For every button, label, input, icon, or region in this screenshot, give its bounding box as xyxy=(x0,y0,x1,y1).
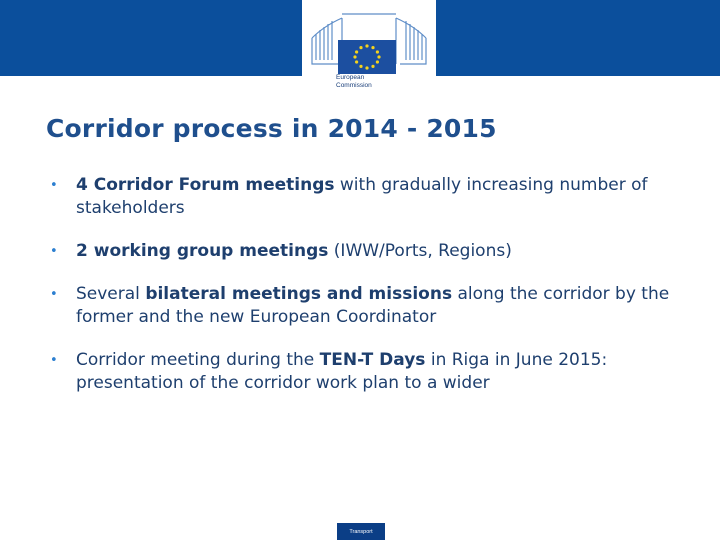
bullet-dot-icon: • xyxy=(50,353,58,368)
bullet-item xyxy=(48,174,688,220)
bullet-item xyxy=(48,349,688,395)
bullet-text: in Riga in June 2015: presentation of the corridor work plan to a wider xyxy=(76,350,608,393)
transport-badge: Transport xyxy=(337,523,385,540)
bullet-text: along the corridor by the former and the new European Coordinator xyxy=(76,284,670,327)
slide-title: Corridor process in 2014 - 2015 xyxy=(46,114,497,143)
bullet-dot-icon: • xyxy=(50,287,58,302)
bullet-item xyxy=(48,240,688,263)
bullet-item xyxy=(48,283,688,329)
european-commission-logo xyxy=(302,0,436,100)
bullet-text: with gradually increasing number of stakeholders xyxy=(76,175,648,218)
bullet-dot-icon: • xyxy=(50,178,58,193)
bullet-dot-icon: • xyxy=(50,244,58,259)
bullet-list xyxy=(48,174,688,395)
logo-line-2: Commission xyxy=(336,82,372,89)
logo-text xyxy=(336,74,416,90)
bullet-bold: TEN-T Days xyxy=(319,350,426,370)
logo-line-1: European xyxy=(336,74,365,81)
bullet-bold: 2 working group meetings xyxy=(76,241,329,261)
bullet-text: (IWW/Ports, Regions) xyxy=(328,241,512,261)
bullet-prefix: Several xyxy=(76,284,146,304)
bullet-prefix: Corridor meeting during the xyxy=(76,350,320,370)
bullet-bold: bilateral meetings and missions xyxy=(145,284,453,304)
bullet-bold: 4 Corridor Forum meetings xyxy=(76,175,335,195)
